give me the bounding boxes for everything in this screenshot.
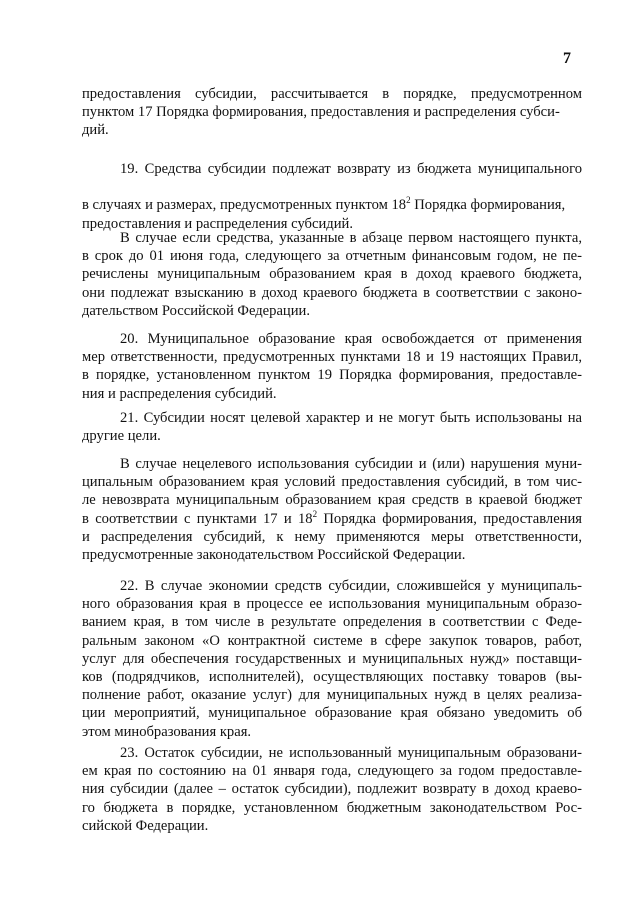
- text-line: ции мероприятий, муниципальное образование края обязано уведомить об: [82, 705, 582, 722]
- text-line: пунктом 17 Порядка формирования, предоставления и распределения субси-: [82, 104, 560, 121]
- text-line: ков (подрядчиков, исполнителей), осуществляющих поставку товаров (вы-: [82, 669, 582, 685]
- text-line: они подлежат взысканию в доход краевого бюджета в соответствии с законо-: [82, 284, 582, 301]
- text-line: 19. Средства субсидии подлежат возврату из бюджета муниципального: [120, 161, 582, 177]
- text-line: ципальным образованием края условий предоставления субсидий, в том чис-: [82, 474, 582, 491]
- text-line: услуг для обеспечения государственных и муниципальных нужд» поставщи-: [82, 650, 582, 667]
- text-line: [82, 196, 582, 214]
- text-line: ральным законом «О контрактной системе в сфере закупок товаров, работ,: [82, 632, 582, 649]
- text-line: мер ответственности, предусмотренных пунктами 18 и 19 настоящих Правил,: [82, 349, 582, 366]
- superscript: 2: [406, 195, 411, 206]
- text-line: ем края по состоянию на 01 января года, следующего за годом предоставле-: [82, 763, 582, 780]
- text-line: дательством Российской Федерации.: [82, 302, 311, 319]
- text-line: сийской Федерации.: [82, 817, 209, 834]
- text-line: ного образования края в процессе ее использования муниципальным образо-: [82, 596, 582, 613]
- text-line: В случае если средства, указанные в абзаце первом настоящего пункта,: [120, 230, 582, 246]
- text-line: этом минобразования края.: [82, 723, 252, 740]
- text-line: полнение работ, оказание услуг) для муниципальных нужд в целях реализа-: [82, 687, 582, 704]
- text-line: и распределения субсидий, к нему применяются меры ответственности,: [82, 528, 582, 545]
- text-line: 20. Муниципальное образование края освобождается от применения: [120, 331, 582, 347]
- text-line: ле невозврата муниципальным образованием края средств в краевой бюджет: [82, 492, 582, 509]
- text-line: в срок до 01 июня года, следующего за отчетным финансовым годом, не пе-: [82, 248, 582, 265]
- text-line: ния и распределения субсидий.: [82, 385, 277, 402]
- text-line: ния субсидии (далее – остаток субсидии), подлежит возврату в доход краево-: [82, 781, 582, 798]
- text-fragment: в соответствии с пунктами 17 и 18: [82, 510, 313, 527]
- text-line: 22. В случае экономии средств субсидии, сложившейся у муниципаль-: [120, 578, 582, 594]
- text-line: ванием края, в том числе в результате определения в соответствии с Феде-: [82, 614, 582, 631]
- text-line: дий.: [82, 122, 109, 139]
- text-line: [82, 510, 582, 528]
- text-fragment: Порядка формирования,: [410, 197, 566, 214]
- text-line: В случае нецелевого использования субсидии и (или) нарушения муни-: [120, 456, 582, 472]
- text-fragment: в случаях и размерах, предусмотренных пунктом 18: [82, 197, 407, 214]
- text-line: 21. Субсидии носят целевой характер и не могут быть использованы на: [120, 410, 582, 426]
- text-line: 23. Остаток субсидии, не использованный муниципальным образовани-: [120, 745, 582, 761]
- text-line: другие цели.: [82, 428, 161, 445]
- page-number: 7: [563, 50, 571, 67]
- superscript: 2: [312, 508, 318, 519]
- text-line: в порядке, установленном пунктом 19 Порядка формирования, предоставле-: [82, 367, 582, 384]
- text-line: го бюджета в порядке, установленном бюджетным законодательством Рос-: [82, 799, 582, 816]
- text-line: предоставления и распределения субсидий.: [82, 215, 353, 232]
- text-line: предусмотренные законодательством Российской Федерации.: [82, 547, 466, 563]
- text-line: предоставления субсидии, рассчитывается в порядке, предусмотренном: [82, 86, 582, 102]
- text-fragment: Порядка формирования, предоставления: [317, 510, 583, 527]
- text-line: речислены муниципальным образованием края в доход краевого бюджета,: [82, 266, 582, 283]
